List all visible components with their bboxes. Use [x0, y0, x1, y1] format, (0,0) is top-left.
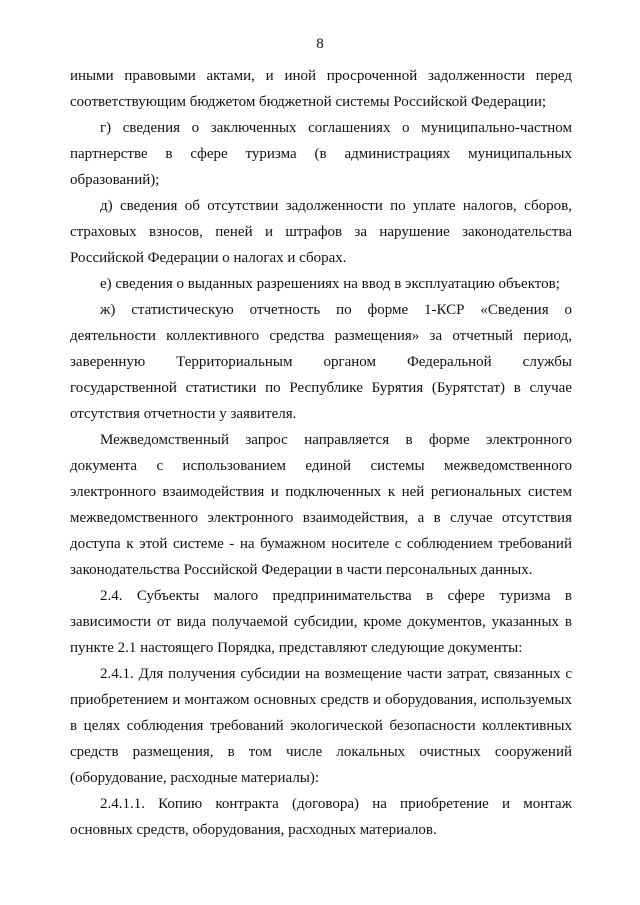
paragraph-2-4: 2.4. Субъекты малого предпринимательства в сфере туризма в зависимости от вида получаемой субсидии, кроме документов, указанных в пункте 2.1 настоящего Порядка, представляют следующие документы:	[70, 588, 572, 656]
paragraph-item-d: д) сведения об отсутствии задолженности по уплате налогов, сборов, страховых взносов, пеней и штрафов за нарушение законодательства Российской Федерации о налогах и сборах.	[70, 198, 572, 266]
paragraph-2-4-1: 2.4.1. Для получения субсидии на возмещение части затрат, связанных с приобретением и монтажом основных средств и оборудования, используемых в целях соблюдения требований экологической безопасности коллективных средств размещения, в том числе локальных очистных сооружений (оборудование, расходные материалы):	[70, 666, 572, 786]
paragraph-2-4-1-1: 2.4.1.1. Копию контракта (договора) на приобретение и монтаж основных средств, оборудования, расходных материалов.	[70, 796, 572, 838]
paragraph-continuation: иными правовыми актами, и иной просроченной задолженности перед соответствующим бюджетом бюджетной системы Российской Федерации;	[70, 68, 572, 110]
document-body	[70, 63, 572, 843]
paragraph-interagency-request: Межведомственный запрос направляется в форме электронного документа с использованием единой системы межведомственного электронного взаимодействия и подключенных к ней региональных систем межведомственного электронного взаимодействия, а в случае отсутствия доступа к этой системе - на бумажном носителе с соблюдением требований законодательства Российской Федерации в части персональных данных.	[70, 432, 572, 578]
page-number: 8	[316, 36, 324, 52]
paragraph-item-e: е) сведения о выданных разрешениях на ввод в эксплуатацию объектов;	[100, 276, 560, 292]
paragraph-item-zh: ж) статистическую отчетность по форме 1-КСР «Сведения о деятельности коллективного средства размещения» за отчетный период, заверенную Территориальным органом Федеральной службы государственной статистики по Республике Бурятия (Бурятстат) в случае отсутствия отчетности у заявителя.	[70, 302, 572, 422]
paragraph-item-g: г) сведения о заключенных соглашениях о муниципально-частном партнерстве в сфере туризма (в администрациях муниципальных образований);	[70, 120, 572, 188]
